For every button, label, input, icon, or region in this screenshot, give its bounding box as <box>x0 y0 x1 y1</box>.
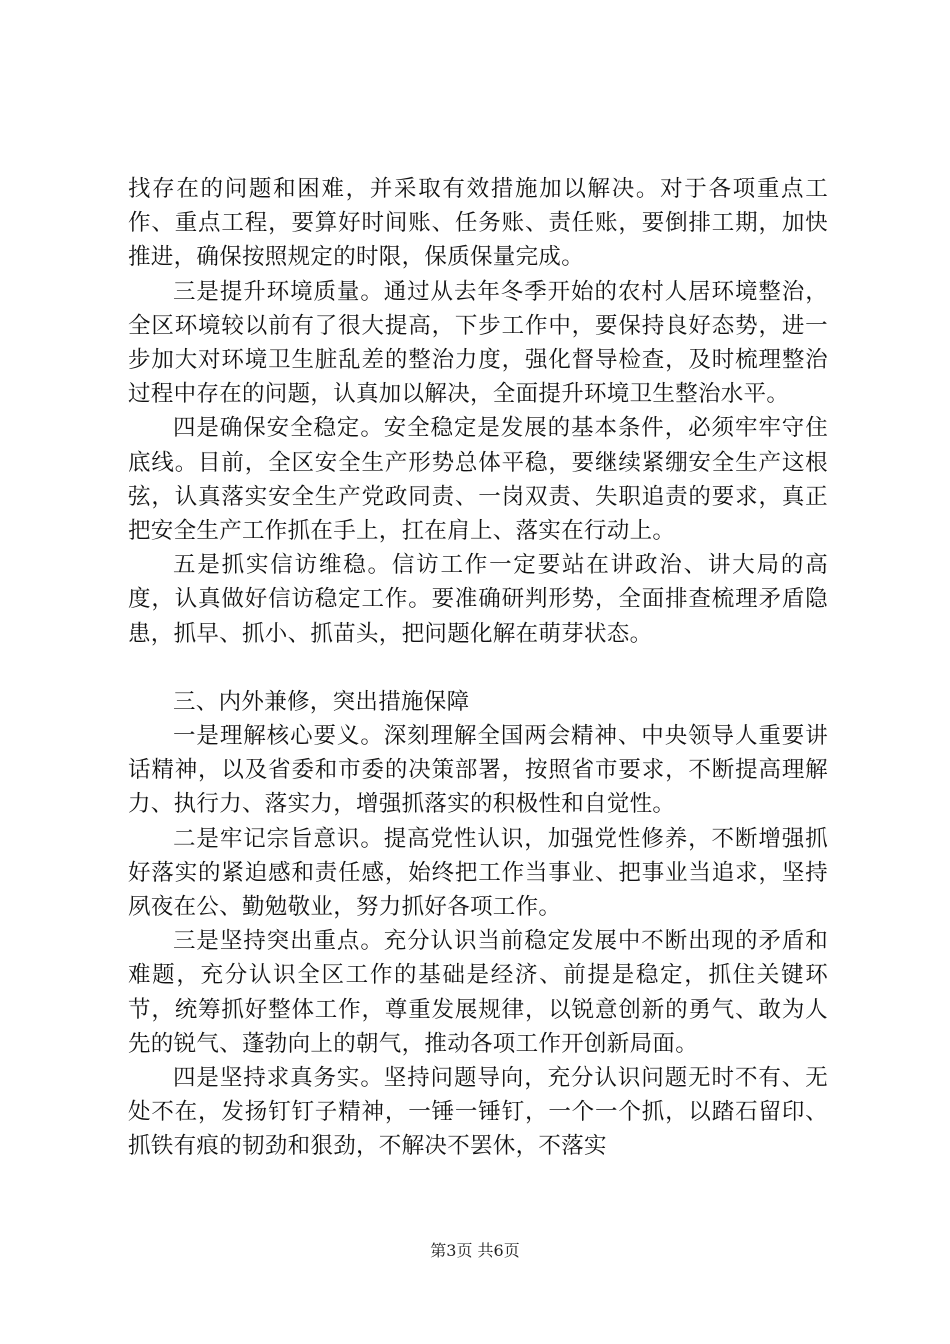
paragraph-safety: 四是确保安全稳定。安全稳定是发展的基本条件，必须牢牢守住底线。目前，全区安全生产形势总体平稳，要继续紧绷安全生产这根弦，认真落实安全生产党政同责、一岗双责、失职追责的要求，真正把安全生产工作抓在手上，扛在肩上、落实在行动上。 <box>128 415 828 545</box>
paragraph-petition: 五是抓实信访维稳。信访工作一定要站在讲政治、讲大局的高度，认真做好信访稳定工作。要准确研判形势，全面排查梳理矛盾隐患，抓早、抓小、抓苗头，把问题化解在萌芽状态。 <box>128 552 828 647</box>
paragraph-core-meaning: 一是理解核心要义。深刻理解全国两会精神、中央领导人重要讲话精神，以及省委和市委的决策部署，按照省市要求，不断提高理解力、执行力、落实力，增强抓落实的积极性和自觉性。 <box>128 723 828 818</box>
page-footer: 第3页 共6页 <box>430 1241 520 1260</box>
paragraph-focus: 三是坚持突出重点。充分认识当前稳定发展中不断出现的矛盾和难题，充分认识全区工作的基础是经济、前提是稳定，抓住关键环节，统筹抓好整体工作，尊重发展规律，以锐意创新的勇气、敢为人先的锐气、蓬勃向上的朝气，推动各项工作开创新局面。 <box>128 928 828 1057</box>
paragraph-continued: 找存在的问题和困难，并采取有效措施加以解决。对于各项重点工作、重点工程，要算好时间账、任务账、责任账，要倒排工期，加快推进，确保按照规定的时限，保质保量完成。 <box>128 176 828 271</box>
document-body <box>128 172 828 1164</box>
paragraph-purpose: 二是牢记宗旨意识。提高党性认识，加强党性修养，不断增强抓好落实的紧迫感和责任感，始终把工作当事业、把事业当追求，坚持夙夜在公、勤勉敬业，努力抓好各项工作。 <box>128 825 828 921</box>
section-heading: 三、内外兼修，突出措施保障 <box>173 688 470 715</box>
paragraph-pragmatic: 四是坚持求真务实。坚持问题导向，充分认识问题无时不有、无处不在，发扬钉钉子精神，一锤一锤钉，一个一个抓，以踏石留印、抓铁有痕的韧劲和狠劲，不解决不罢休，不落实 <box>128 1065 828 1160</box>
paragraph-environment: 三是提升环境质量。通过从去年冬季开始的农村人居环境整治，全区环境较以前有了很大提高，下步工作中，要保持良好态势，进一步加大对环境卫生脏乱差的整治力度，强化督导检查，及时梳理整治过程中存在的问题，认真加以解决，全面提升环境卫生整治水平。 <box>128 278 828 408</box>
